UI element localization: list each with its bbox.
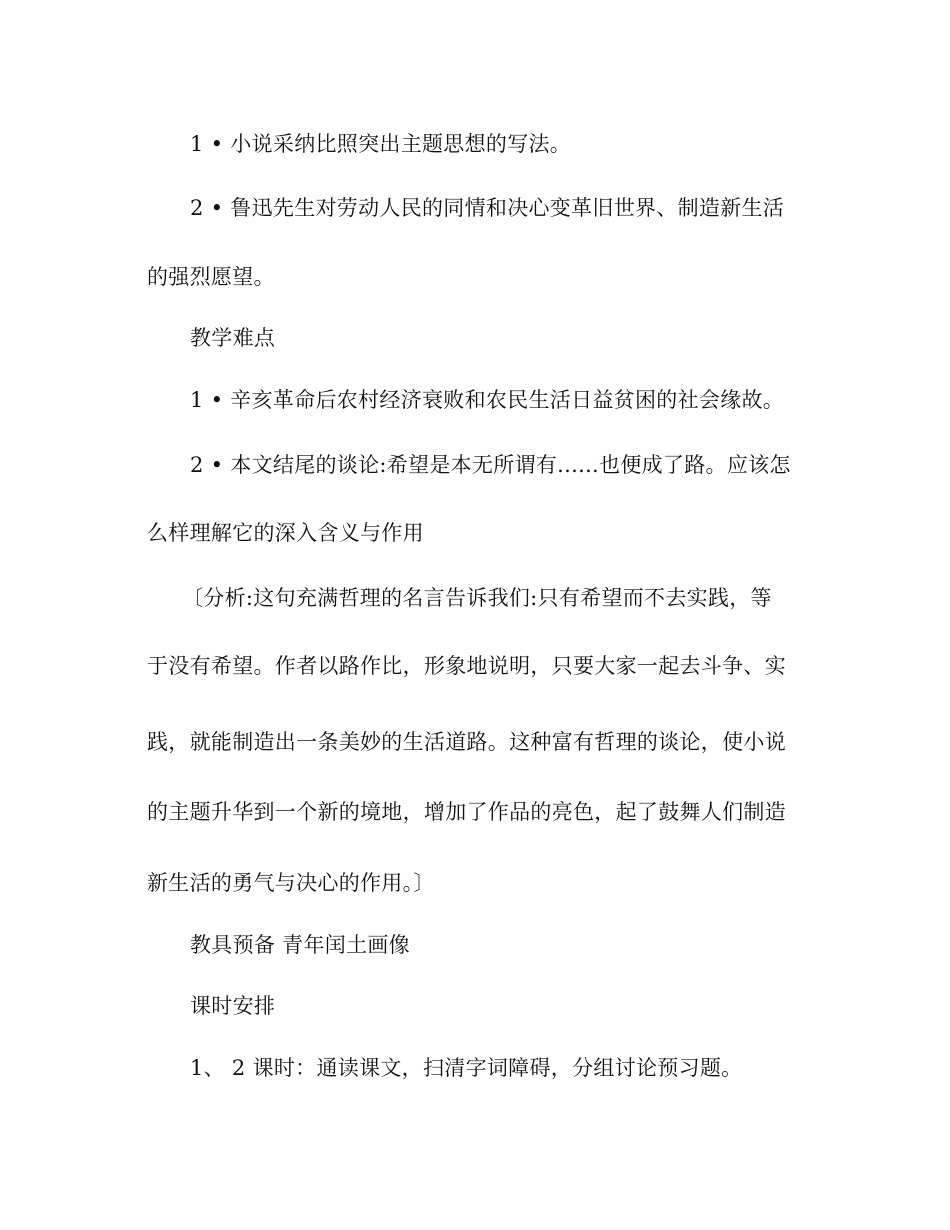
- section-heading: 课时安排: [190, 994, 276, 1018]
- section-heading: 教学难点: [190, 326, 276, 350]
- paragraph-line: 2 • 本文结尾的谈论:希望是本无所谓有......也便成了路。应该怎: [190, 453, 791, 477]
- paragraph-line: 〔分析:这句充满哲理的名言告诉我们:只有希望而不去实践，等: [182, 586, 772, 610]
- paragraph-line: 于没有希望。作者以路作比，形象地说明，只要大家一起去斗争、实: [147, 654, 786, 678]
- paragraph-line: 1、 2 课时：通读课文，扫清字词障碍，分组讨论预习题。: [190, 1056, 743, 1080]
- paragraph-line: 教具预备 青年闰土画像: [190, 933, 410, 957]
- paragraph-line: 的主题升华到一个新的境地，增加了作品的亮色，起了鼓舞人们制造: [147, 800, 786, 824]
- paragraph-line: 新生活的勇气与决心的作用。〕: [147, 871, 435, 895]
- paragraph-line: 1 • 辛亥革命后农村经济衰败和农民生活日益贫困的社会缘故。: [190, 388, 785, 412]
- paragraph-line: 么样理解它的深入含义与作用: [147, 521, 424, 545]
- paragraph-line: 1 • 小说采纳比照突出主题思想的写法。: [190, 132, 572, 156]
- paragraph-line: 践，就能制造出一条美妙的生活道路。这种富有哲理的谈论，使小说: [147, 730, 786, 754]
- paragraph-line: 2 • 鲁迅先生对劳动人民的同情和决心变革旧世界、制造新生活: [190, 196, 785, 220]
- paragraph-line: 的强烈愿望。: [147, 265, 275, 289]
